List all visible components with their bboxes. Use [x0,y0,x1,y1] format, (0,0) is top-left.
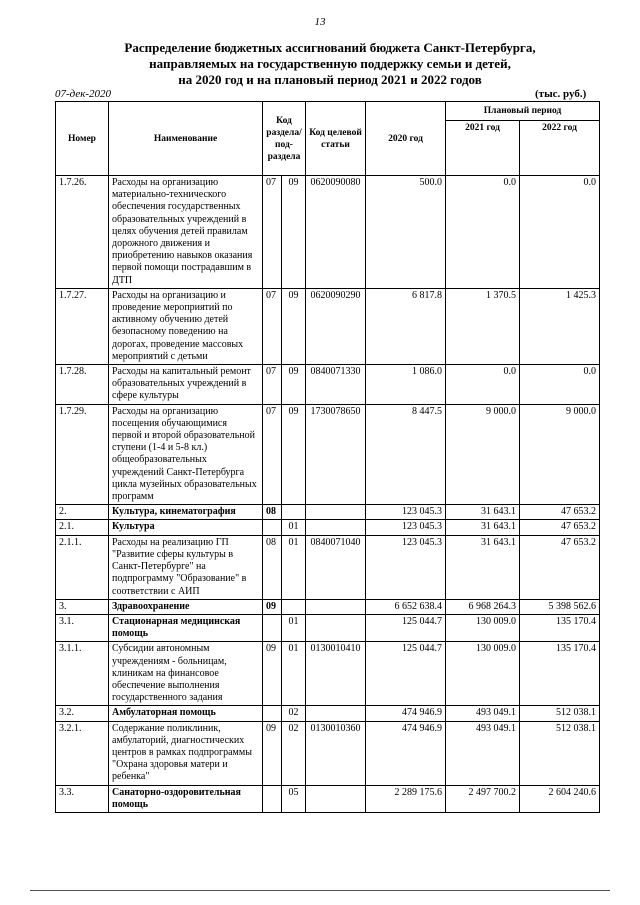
row-value-2022: 512 038.1 [520,721,600,785]
row-value-2021: 2 497 700.2 [446,785,520,812]
col-header-planned-period: Плановый период [446,102,600,121]
row-target-code: 0130010410 [306,642,366,706]
col-header-2022: 2022 год [520,121,600,176]
table-row [56,288,600,364]
row-value-2022: 5 398 562.6 [520,599,600,614]
row-target-code [306,520,366,535]
row-name: Культура, кинематография [109,505,263,520]
row-number: 3.2.1. [56,721,109,785]
row-value-2020: 123 045.3 [366,520,446,535]
row-section-code: 07 [263,288,282,364]
row-value-2021: 130 009.0 [446,614,520,641]
row-value-2020: 500.0 [366,176,446,289]
row-value-2022: 47 653.2 [520,505,600,520]
row-value-2021: 31 643.1 [446,520,520,535]
row-value-2020: 125 044.7 [366,642,446,706]
row-value-2020: 123 045.3 [366,535,446,599]
document-title [40,40,620,88]
table-row [56,520,600,535]
page-number: 13 [314,16,326,28]
document-date: 07-дек-2020 [55,88,112,100]
row-value-2022: 47 653.2 [520,535,600,599]
row-number: 3. [56,599,109,614]
table-row [56,365,600,405]
row-number: 2.1.1. [56,535,109,599]
row-section-code [263,520,282,535]
row-section-code: 08 [263,535,282,599]
title-line-2: направляемых на государственную поддержку семьи и детей, [149,56,511,71]
row-target-code [306,505,366,520]
row-value-2020: 6 817.8 [366,288,446,364]
row-target-code [306,614,366,641]
row-value-2021: 0.0 [446,365,520,405]
row-value-2021: 0.0 [446,176,520,289]
row-target-code [306,599,366,614]
row-section-code [263,614,282,641]
row-value-2021: 6 968 264.3 [446,599,520,614]
col-header-number: Номер [56,102,109,176]
row-target-code [306,785,366,812]
row-number: 1.7.28. [56,365,109,405]
row-number: 1.7.29. [56,404,109,505]
row-number: 2.1. [56,520,109,535]
row-name: Санаторно-оздоровительная помощь [109,785,263,812]
row-value-2022: 2 604 240.6 [520,785,600,812]
row-number: 3.3. [56,785,109,812]
row-value-2022: 9 000.0 [520,404,600,505]
row-name: Содержание поликлиник, амбулаторий, диагностических центров в рамках подпрограммы "Охрана здоровья матери и ребенка" [109,721,263,785]
row-value-2021: 9 000.0 [446,404,520,505]
row-subsection-code: 01 [282,535,306,599]
row-target-code: 0840071040 [306,535,366,599]
row-subsection-code: 01 [282,614,306,641]
row-value-2022: 135 170.4 [520,642,600,706]
row-target-code: 0130010360 [306,721,366,785]
row-section-code: 07 [263,365,282,405]
col-header-2020: 2020 год [366,102,446,176]
row-section-code: 07 [263,404,282,505]
row-number: 3.1.1. [56,642,109,706]
row-section-code: 09 [263,721,282,785]
budget-table [55,101,600,813]
row-name: Стационарная медицинская помощь [109,614,263,641]
col-header-target-code: Код целевой статьи [306,102,366,176]
table-row [56,404,600,505]
row-target-code: 0620090080 [306,176,366,289]
row-section-code: 09 [263,599,282,614]
col-header-name: Наименование [109,102,263,176]
row-value-2022: 512 038.1 [520,706,600,721]
row-target-code: 1730078650 [306,404,366,505]
row-subsection-code: 09 [282,365,306,405]
row-section-code: 08 [263,505,282,520]
table-row [56,721,600,785]
table-row [56,176,600,289]
col-header-2021: 2021 год [446,121,520,176]
row-value-2020: 123 045.3 [366,505,446,520]
table-row [56,614,600,641]
row-subsection-code: 05 [282,785,306,812]
row-value-2021: 493 049.1 [446,721,520,785]
col-header-section-code: Код раздела/ под- раздела [263,102,306,176]
row-name: Расходы на капитальный ремонт образовательных учреждений в сфере культуры [109,365,263,405]
row-value-2020: 125 044.7 [366,614,446,641]
row-value-2021: 493 049.1 [446,706,520,721]
row-value-2021: 1 370.5 [446,288,520,364]
row-subsection-code: 09 [282,288,306,364]
row-target-code: 0620090290 [306,288,366,364]
budget-table-body [56,176,600,813]
row-number: 1.7.26. [56,176,109,289]
row-value-2022: 135 170.4 [520,614,600,641]
row-subsection-code [282,505,306,520]
row-subsection-code: 01 [282,520,306,535]
row-name: Расходы на реализацию ГП "Развитие сферы культуры в Санкт-Петербурге" на подпрограмму "Образование" в соответствии с АИП [109,535,263,599]
row-target-code: 0840071330 [306,365,366,405]
title-line-3: на 2020 год и на плановый период 2021 и 2022 годов [178,72,482,87]
row-value-2020: 474 946.9 [366,706,446,721]
row-value-2020: 1 086.0 [366,365,446,405]
row-number: 3.1. [56,614,109,641]
footer-rule [30,890,610,891]
row-value-2022: 0.0 [520,365,600,405]
row-value-2020: 474 946.9 [366,721,446,785]
row-subsection-code: 09 [282,404,306,505]
table-row [56,535,600,599]
row-target-code [306,706,366,721]
row-value-2021: 130 009.0 [446,642,520,706]
row-number: 1.7.27. [56,288,109,364]
row-section-code: 07 [263,176,282,289]
row-section-code: 09 [263,642,282,706]
row-value-2021: 31 643.1 [446,505,520,520]
row-value-2020: 8 447.5 [366,404,446,505]
row-name: Амбулаторная помощь [109,706,263,721]
row-name: Культура [109,520,263,535]
row-subsection-code: 02 [282,721,306,785]
table-row [56,599,600,614]
row-section-code [263,785,282,812]
row-subsection-code: 01 [282,642,306,706]
row-value-2020: 6 652 638.4 [366,599,446,614]
row-number: 3.2. [56,706,109,721]
row-value-2022: 47 653.2 [520,520,600,535]
title-line-1: Распределение бюджетных ассигнований бюджета Санкт-Петербурга, [124,40,536,55]
units-label: (тыс. руб.) [535,88,587,100]
row-value-2020: 2 289 175.6 [366,785,446,812]
row-name: Субсидии автономным учреждениям - больницам, клиникам на финансовое обеспечение выполнения государственного задания [109,642,263,706]
row-number: 2. [56,505,109,520]
row-section-code [263,706,282,721]
row-name: Здравоохранение [109,599,263,614]
row-value-2022: 0.0 [520,176,600,289]
row-name: Расходы на организацию посещения обучающимися первой и второй образовательной ступени (1-4 и 5-8 кл.) общеобразовательных учреждений Санкт-Петербурга цикла музейных образовательных программ [109,404,263,505]
row-name: Расходы на организацию материально-технического обеспечения государственных образовательных учреждений в целях обучения детей правилам дорожного движения и приобретению навыков оказания первой помощи пострадавшим в ДТП [109,176,263,289]
row-subsection-code [282,599,306,614]
row-subsection-code: 09 [282,176,306,289]
row-value-2022: 1 425.3 [520,288,600,364]
row-subsection-code: 02 [282,706,306,721]
table-row [56,505,600,520]
table-row [56,642,600,706]
row-value-2021: 31 643.1 [446,535,520,599]
table-row [56,785,600,812]
table-row [56,706,600,721]
row-name: Расходы на организацию и проведение мероприятий по активному обучению детей безопасному поведению на дорогах, проведение массовых мероприятий с детьми [109,288,263,364]
